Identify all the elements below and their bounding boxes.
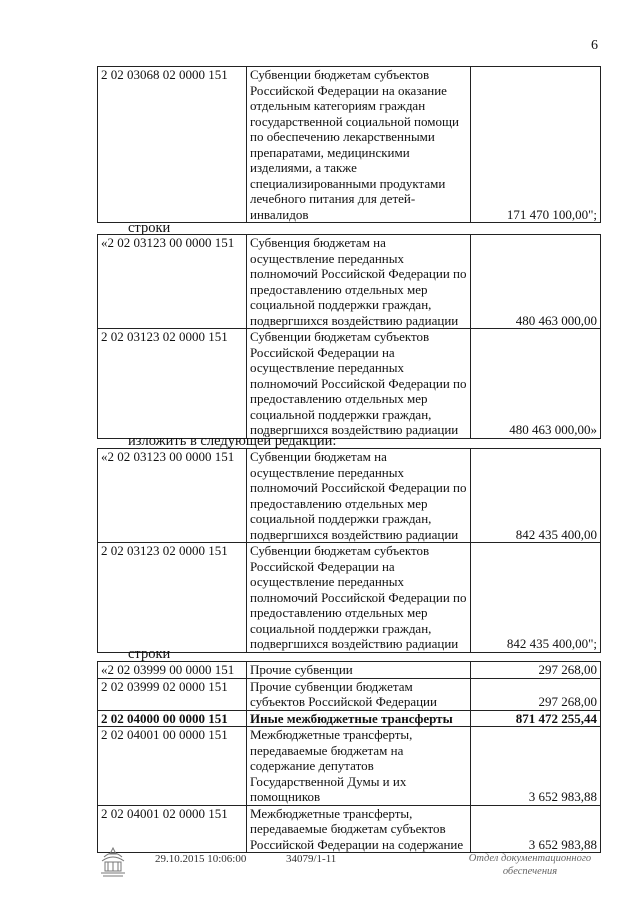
- row-code: 2 02 04001 02 0000 151: [98, 805, 247, 853]
- table-row: [98, 678, 601, 710]
- table-row: [98, 329, 601, 439]
- row-amount: 842 435 400,00: [471, 449, 601, 543]
- table-row: [98, 449, 601, 543]
- row-amount: 297 268,00: [471, 678, 601, 710]
- row-amount: 480 463 000,00»: [471, 329, 601, 439]
- department-stamp: [450, 852, 610, 878]
- row-code: 2 02 03123 02 0000 151: [98, 329, 247, 439]
- row-amount: 171 470 100,00";: [471, 67, 601, 223]
- row-name: Субвенции бюджетам субъектов Российской Федерации на осуществление переданных полномочий Российской Федерации по предоставлению отдельных мер социальной поддержки граждан, подвергшихся воздействию радиации: [247, 543, 471, 653]
- budget-table-2: [97, 234, 601, 439]
- row-name: Иные межбюджетные трансферты: [247, 710, 471, 727]
- row-amount: 842 435 400,00";: [471, 543, 601, 653]
- row-name: Прочие субвенции: [247, 662, 471, 679]
- new-edition-label: изложить в следующей редакции:: [128, 433, 337, 449]
- table-row: [98, 67, 601, 223]
- footer-datetime: 29.10.2015 10:06:00: [155, 853, 247, 865]
- row-name: Субвенции бюджетам на осуществление переданных полномочий Российской Федерации по предоставлению отдельных мер социальной поддержки граждан, подвергшихся воздействию радиации: [247, 449, 471, 543]
- row-amount: 3 652 983,88: [471, 727, 601, 806]
- rows-label: строки: [128, 220, 171, 236]
- table-row: [98, 543, 601, 653]
- table-row: [98, 235, 601, 329]
- row-code: 2 02 04000 00 0000 151: [98, 710, 247, 727]
- row-amount: 3 652 983,88: [471, 805, 601, 853]
- row-amount: 871 472 255,44: [471, 710, 601, 727]
- row-name: Межбюджетные трансферты, передаваемые бюджетам на содержание депутатов Государственной Думы и их помощников: [247, 727, 471, 806]
- row-code: 2 02 03068 02 0000 151: [98, 67, 247, 223]
- row-code: 2 02 04001 00 0000 151: [98, 727, 247, 806]
- row-name: Межбюджетные трансферты, передаваемые бюджетам субъектов Российской Федерации на содержание: [247, 805, 471, 853]
- stamp-line: Отдел документационного: [468, 853, 592, 864]
- row-name: Субвенция бюджетам на осуществление переданных полномочий Российской Федерации по предоставлению отдельных мер социальной поддержки граждан, подвергшихся воздействию радиации: [247, 235, 471, 329]
- stamp-line: обеспечения: [502, 866, 558, 877]
- budget-table-3: [97, 448, 601, 653]
- row-code: 2 02 03123 02 0000 151: [98, 543, 247, 653]
- table-row: [98, 727, 601, 806]
- table-row: [98, 710, 601, 727]
- table-row: [98, 662, 601, 679]
- row-code: 2 02 03999 02 0000 151: [98, 678, 247, 710]
- row-code: «2 02 03123 00 0000 151: [98, 235, 247, 329]
- footer-doc-id: 34079/1-11: [286, 853, 337, 865]
- row-name: Субвенции бюджетам субъектов Российской Федерации на осуществление переданных полномочий Российской Федерации по предоставлению отдельных мер социальной поддержки граждан, подвергшихся воздействию радиации: [247, 329, 471, 439]
- page-number: 6: [591, 38, 598, 53]
- row-amount: 480 463 000,00: [471, 235, 601, 329]
- rows-label: строки: [128, 646, 171, 662]
- emblem-logo-icon: [96, 845, 130, 879]
- row-code: «2 02 03123 00 0000 151: [98, 449, 247, 543]
- budget-table-1: [97, 66, 601, 223]
- budget-table-4: [97, 661, 601, 853]
- row-code: «2 02 03999 00 0000 151: [98, 662, 247, 679]
- row-amount: 297 268,00: [471, 662, 601, 679]
- row-name: Субвенции бюджетам субъектов Российской Федерации на оказание отдельным категориям граждан государственной социальной помощи по обеспечению лекарственными препаратами, медицинскими изделиями, а также специализированными продуктами лечебного питания для детей-инвалидов: [247, 67, 471, 223]
- table-row: [98, 805, 601, 853]
- row-name: Прочие субвенции бюджетам субъектов Российской Федерации: [247, 678, 471, 710]
